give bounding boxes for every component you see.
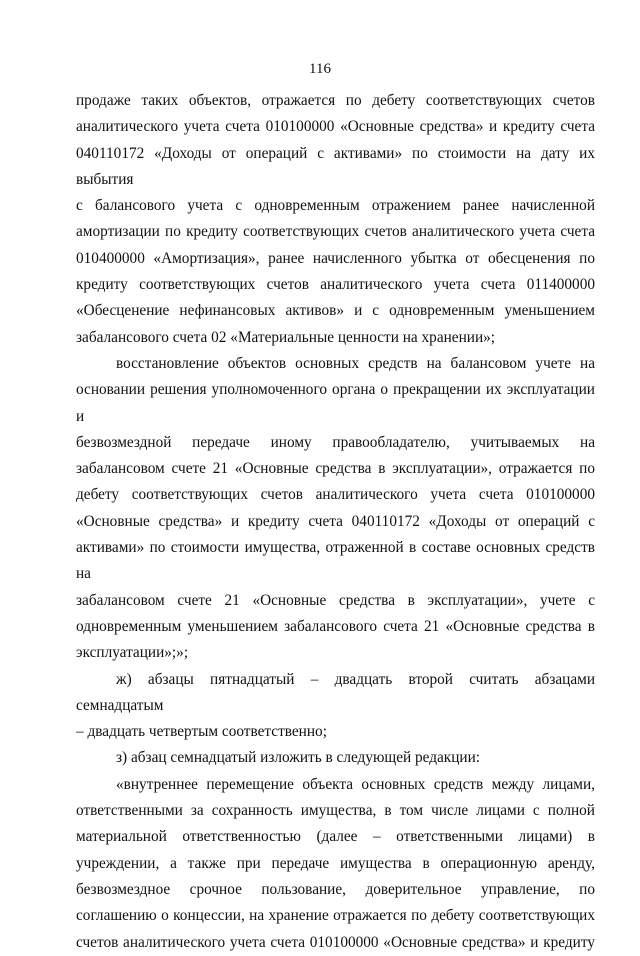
- text-line: продаже таких объектов, отражается по дебету соответствующих счетов: [76, 92, 595, 109]
- text-line: учреждении, а также при передаче имущества в операционную аренду,: [76, 854, 595, 872]
- text-line: з) абзац семнадцатый изложить в следующей редакции:: [116, 749, 481, 767]
- text-line: безвозмездное срочное пользование, доверительное управление, по: [76, 880, 595, 898]
- text-line: одновременным уменьшением забалансового счета 21 «Основные средства в: [76, 617, 595, 635]
- text-line: 040110172 «Доходы от операций с активами» по стоимости на дату их выбытия: [76, 144, 595, 188]
- text-line: дебету соответствующих счетов аналитического учета счета 010100000: [76, 486, 595, 504]
- text-line: «внутреннее перемещение объекта основных средств между лицами,: [116, 775, 595, 793]
- text-line: 010400000 «Амортизация», ранее начисленного убытка от обесценения по: [76, 249, 595, 267]
- document-body: [76, 88, 595, 956]
- text-line: основании решения уполномоченного органа о прекращении их эксплуатации и: [76, 381, 595, 425]
- text-line: амортизации по кредиту соответствующих счетов аналитического учета счета: [76, 223, 595, 241]
- text-line: счетов аналитического учета счета 010100000 «Основные средства» и кредиту: [76, 933, 595, 951]
- text-line: соглашению о концессии, на хранение отражается по дебету соответствующих: [76, 907, 595, 925]
- text-line: забалансовом счете 21 «Основные средства в эксплуатации», отражается по: [76, 460, 595, 478]
- text-line: материальной ответственностью (далее – ответственными лицами) в: [76, 828, 595, 846]
- text-line: забалансовом счете 21 «Основные средства в эксплуатации», учете с: [76, 591, 595, 609]
- text-line: – двадцать четвертым соответственно;: [76, 723, 327, 741]
- text-line: восстановление объектов основных средств на балансовом учете на: [116, 354, 595, 372]
- text-line: аналитического учета счета 010100000 «Основные средства» и кредиту счета: [76, 118, 595, 136]
- text-line: забалансового счета 02 «Материальные ценности на хранении»;: [76, 328, 496, 346]
- page-number: 116: [309, 61, 331, 77]
- text-line: «Основные средства» и кредиту счета 040110172 «Доходы от операций с: [76, 512, 595, 530]
- text-line: эксплуатации»;»;: [76, 644, 189, 662]
- text-line: с балансового учета с одновременным отражением ранее начисленной: [76, 197, 595, 215]
- text-line: «Обесценение нефинансовых активов» и с одновременным уменьшением: [76, 302, 595, 320]
- text-line: ж) абзацы пятнадцатый – двадцать второй считать абзацами семнадцатым: [76, 670, 595, 714]
- text-line: безвозмездной передаче иному правообладателю, учитываемых на: [76, 433, 595, 451]
- text-line: ответственными за сохранность имущества, в том числе лицами с полной: [76, 802, 595, 820]
- text-line: кредиту соответствующих счетов аналитического учета счета 011400000: [76, 276, 595, 294]
- text-line: активами» по стоимости имущества, отраженной в составе основных средств на: [76, 539, 595, 583]
